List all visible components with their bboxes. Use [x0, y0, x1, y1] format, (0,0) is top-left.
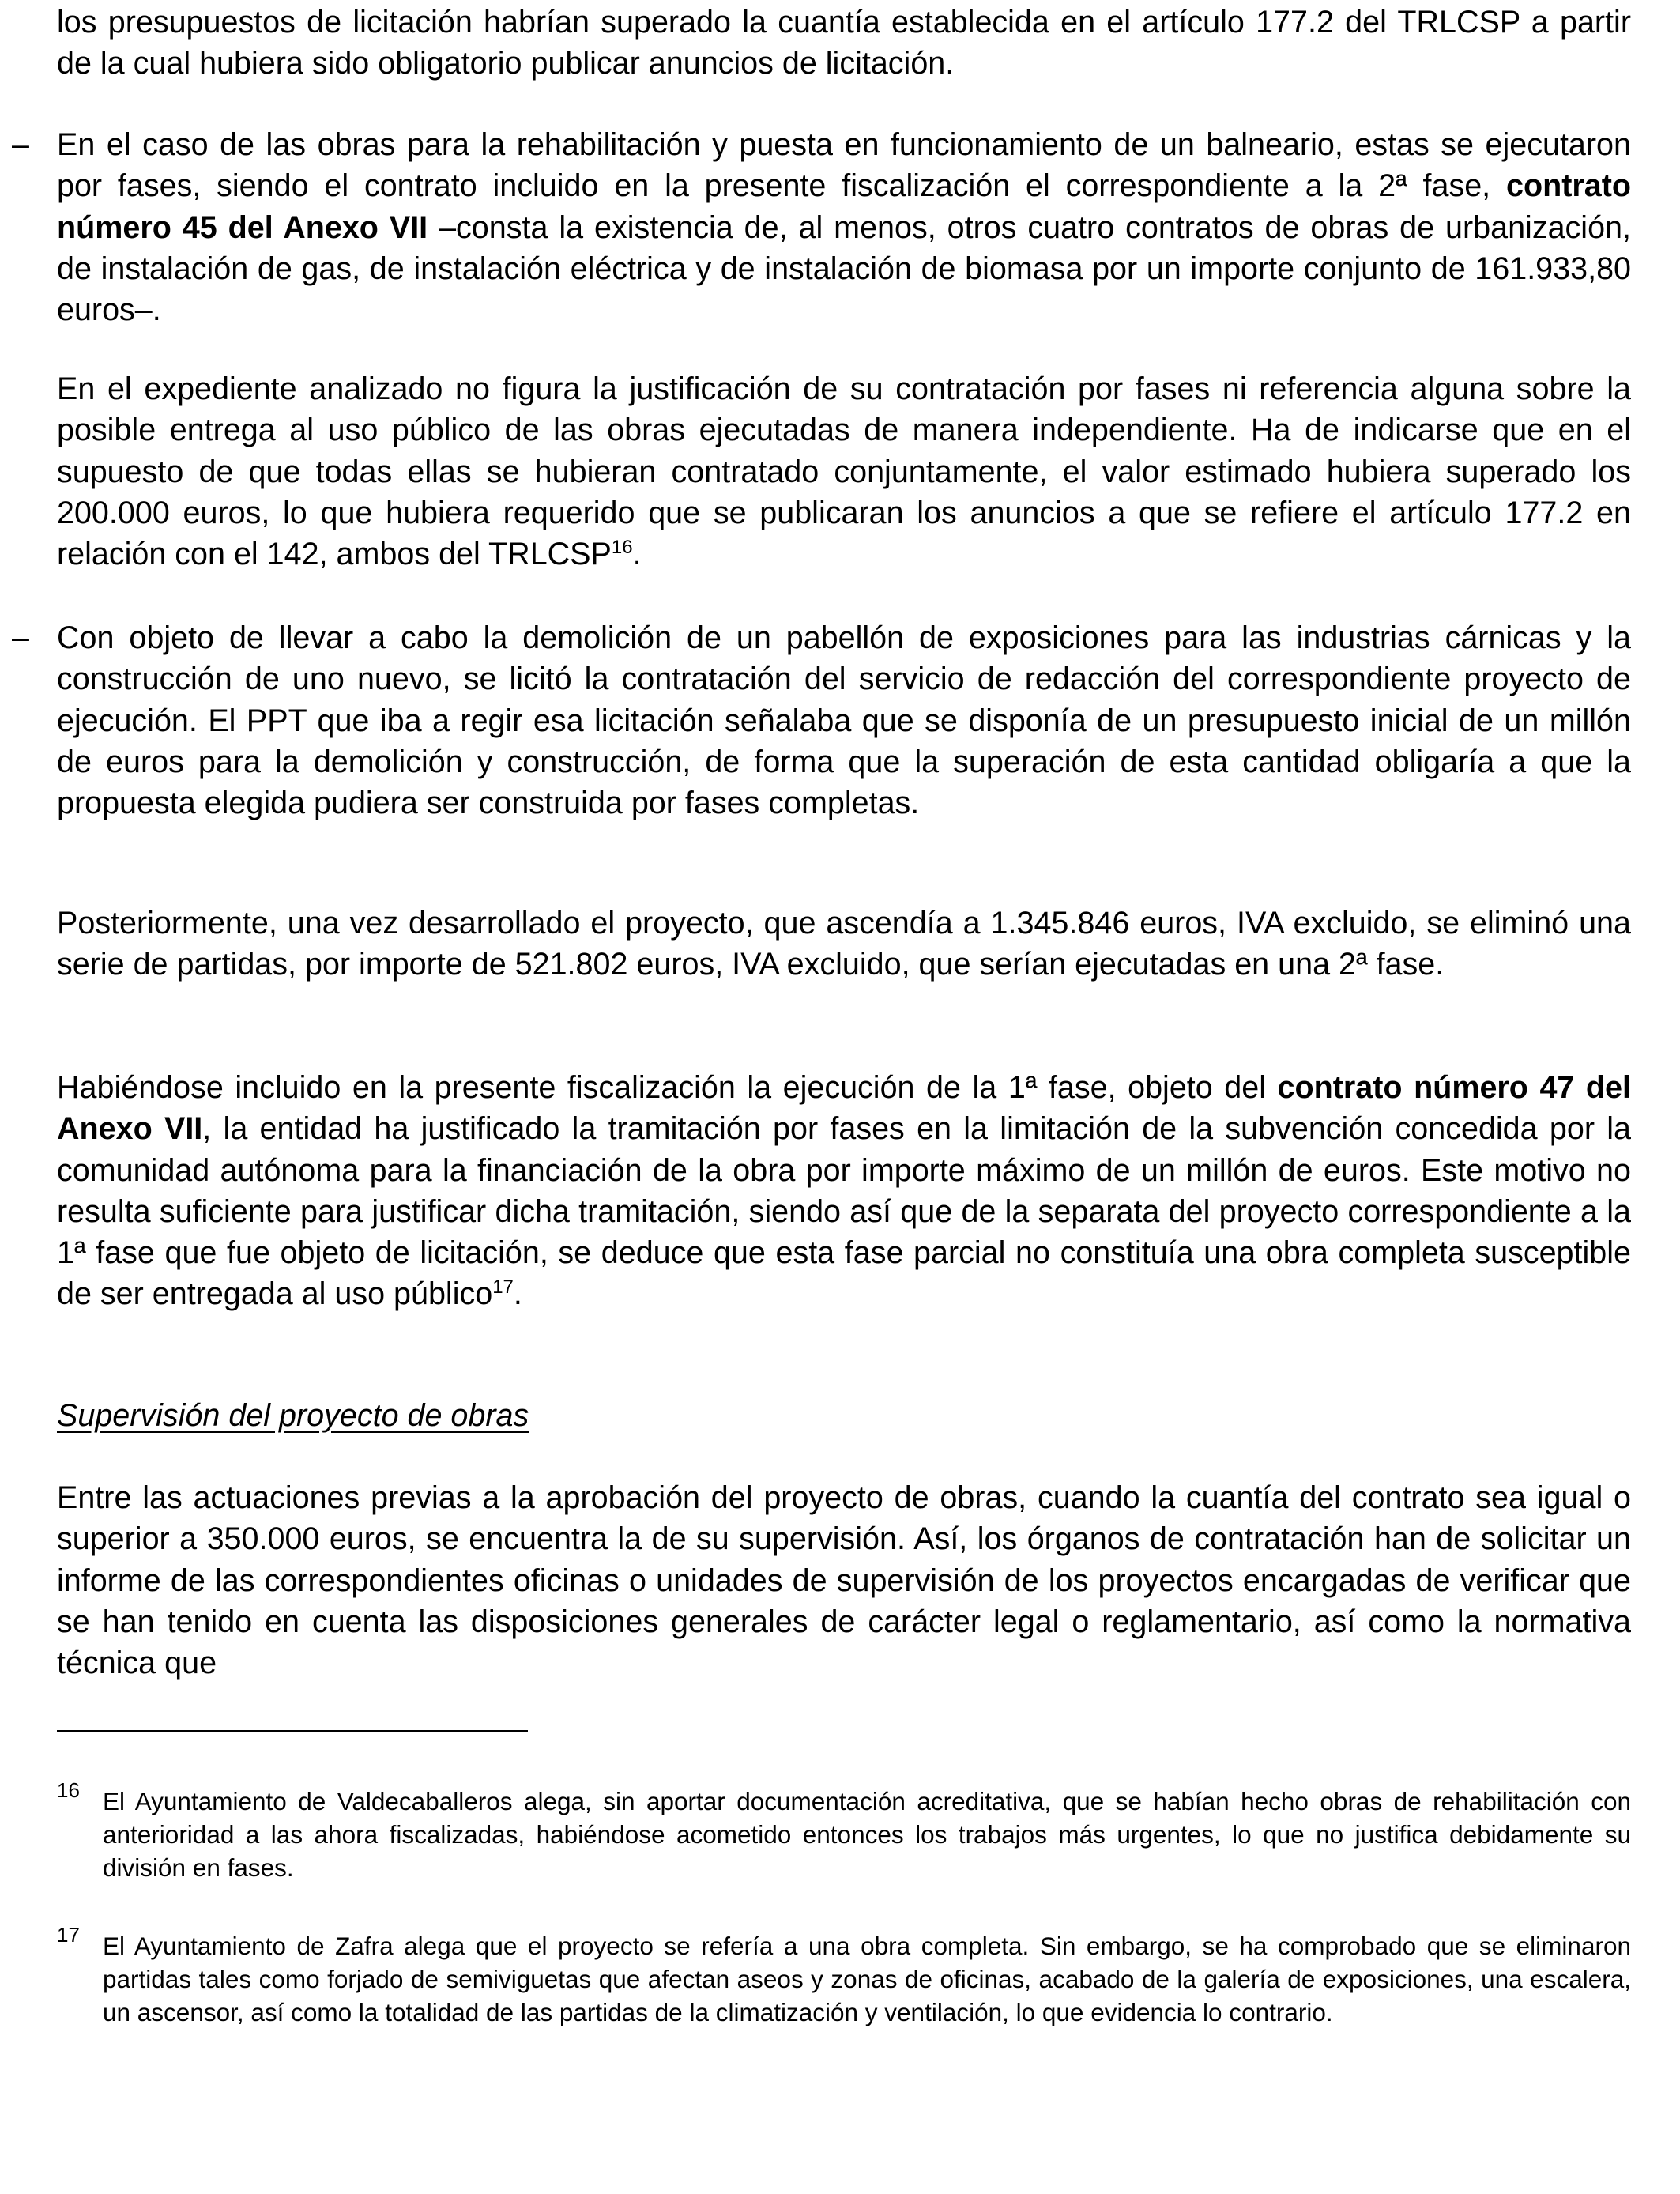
- paragraph-supervision: Entre las actuaciones previas a la aprobación del proyecto de obras, cuando la cuantía del contrato sea igual o superior a 350.000 euros, se encuentra la de su supervisión. Así, los órganos de contratación han de solicitar un informe de las correspondientes oficinas o unidades de supervisión de los proyectos encargadas de verificar que se han tenido en cuenta las disposiciones generales de carácter legal o reglamentario, así como la normativa técnica que: [57, 1480, 1631, 1681]
- bullet-dash: –: [12, 127, 29, 162]
- footnote-number: 16: [57, 1778, 80, 1802]
- bullet-item-balneario: [12, 124, 1631, 330]
- section-heading: Supervisión del proyecto de obras: [57, 1398, 529, 1433]
- footnote-text: El Ayuntamiento de Valdecaballeros alega, sin aportar documentación acreditativa, que se habían hecho obras de rehabilitación con anterioridad a las ahora fiscalizadas, habiéndose acometido entonces los trabajos más urgentes, lo que no justifica debidamente su división en fases.: [103, 1787, 1631, 1882]
- contract-reference: contrato número 45 del Anexo VII: [57, 168, 1631, 245]
- bullet-dash: –: [12, 620, 29, 655]
- footnote-16: [57, 1778, 1631, 1884]
- footnote-text: El Ayuntamiento de Zafra alega que el proyecto se refería a una obra completa. Sin embargo, se ha comprobado que se eliminaron partidas tales como forjado de semiviguetas que afectan aseos y zonas de oficinas, acabado de la galería de exposiciones, una escalera, un ascensor, así como la totalidad de las partidas de la climatización y ventilación, lo que evidencia lo contrario.: [103, 1932, 1631, 2026]
- paragraph-expediente: En el expediente analizado no figura la justificación de su contratación por fases ni referencia alguna sobre la posible entrega al uso público de las obras ejecutadas de manera independiente. Ha de indicarse que en el supuesto de que todas ellas se hubieran contratado conjuntamente, el valor estimado hubiera superado los 200.000 euros, lo que hubiera requerido que se publicaran los anuncios a que se refiere el artículo 177.2 en relación con el 142, ambos del TRLCSP$^{16}$.: [57, 371, 1631, 572]
- bullet-item-pabellon: [12, 617, 1631, 824]
- contract-reference: contrato número 47 del Anexo VII: [57, 1070, 1631, 1147]
- paragraph-posteriormente: Posteriormente, una vez desarrollado el proyecto, que ascendía a 1.345.846 euros, IVA excluido, se eliminó una serie de partidas, por importe de 521.802 euros, IVA excluido, que serían ejecutadas en una 2ª fase.: [57, 906, 1631, 982]
- footnote-ref-16: 16: [611, 537, 633, 559]
- bullet-text: Con objeto de llevar a cabo la demolición de un pabellón de exposiciones para las industrias cárnicas y la construcción de uno nuevo, se licitó la contratación del servicio de redacción del correspondiente proyecto de ejecución. El PPT que iba a regir esa licitación señalaba que se disponía de un presupuesto inicial de un millón de euros para la demolición y construcción, de forma que la superación de esta cantidad obligaría a que la propuesta elegida pudiera ser construida por fases completas.: [57, 620, 1631, 821]
- footnote-17: [57, 1923, 1631, 2029]
- paragraph-continuation: los presupuestos de licitación habrían superado la cuantía establecida en el artículo 177.2 del TRLCSP a partir de la cual hubiera sido obligatorio publicar anuncios de licitación.: [57, 5, 1631, 81]
- paragraph-fase-1: Habiéndose incluido en la presente fiscalización la ejecución de la 1ª fase, objeto del contrato número 47 del Anexo VII, la entidad ha justificado la tramitación por fases en la limitación de la subvención concedida por la comunidad autónoma para la financiación de la obra por importe máximo de un millón de euros. Este motivo no resulta suficiente para justificar dicha tramitación, siendo así que de la separata del proyecto correspondiente a la 1ª fase que fue objeto de licitación, se deduce que esta fase parcial no constituía una obra completa susceptible de ser entregada al uso público$^{17}$.: [57, 1070, 1631, 1312]
- footnote-ref-17: 17: [492, 1276, 514, 1299]
- footnote-number: 17: [57, 1923, 80, 1947]
- footnote-separator: [57, 1730, 528, 1732]
- bullet-text: En el caso de las obras para la rehabilitación y puesta en funcionamiento de un balneario, estas se ejecutaron por fases, siendo el contrato incluido en la presente fiscalización el correspondiente a la 2ª fase, contrato número 45 del Anexo VII –consta la existencia de, al menos, otros cuatro contratos de obras de urbanización, de instalación de gas, de instalación eléctrica y de instalación de biomasa por un importe conjunto de 161.933,80 euros–.: [57, 127, 1631, 328]
